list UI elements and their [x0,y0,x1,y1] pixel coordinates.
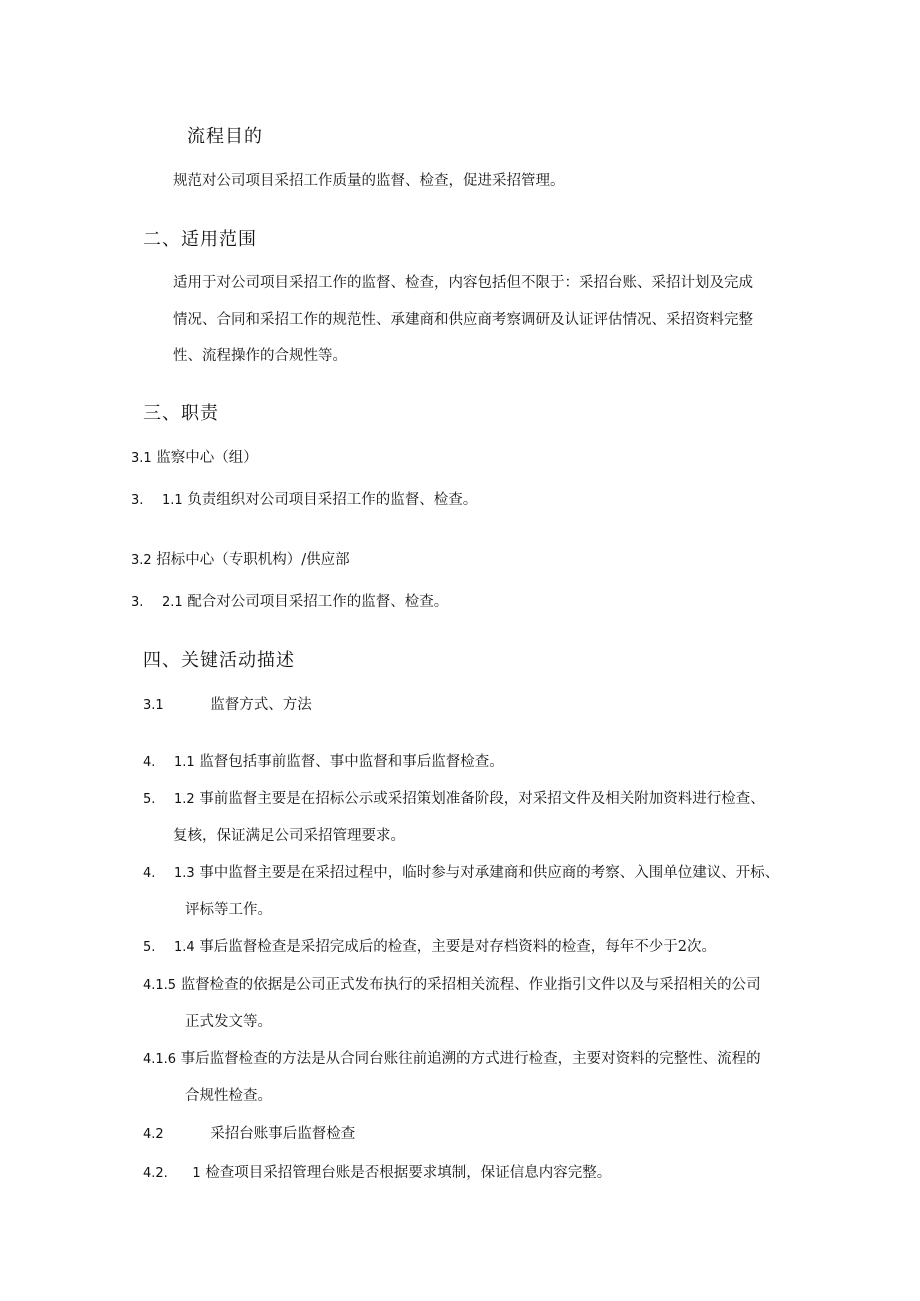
clause-4-1-4 [143,940,716,955]
clause-number: 3.2 [131,553,152,568]
clause-number: 3.1 [143,698,164,713]
clause-text: 采招台账事后监督检查 [210,1126,356,1142]
clause-4-2-1 [143,1166,611,1181]
clause-text: 事后监督检查的方法是从合同台账往前追溯的方式进行检查，主要对资料的完整性、流程的 [180,1051,761,1067]
clause-continuation: 正式发文等。 [185,1014,272,1030]
clause-continuation: 复核，保证满足公司采招管理要求。 [173,828,405,844]
clause-text: 监督检查的依据是公司正式发布执行的采招相关流程、作业指引文件以及与采招相关的公司 [180,977,761,993]
clause-3-1-1 [131,493,477,508]
clause-3-2-heading [131,553,350,568]
clause-number: 3. [131,493,144,508]
clause-number: 3.1 [131,451,152,466]
clause-4-1-3 [143,866,779,881]
clause-number: 5. [143,940,156,955]
clause-number: 4.1.6 [143,1052,177,1067]
section-2-line: 情况、合同和采招工作的规范性、承建商和供应商考察调研及认证评估情况、采招资料完整 [173,312,753,328]
clause-number: 3. [131,595,144,610]
section-2-line: 性、流程操作的合规性等。 [173,348,347,364]
clause-4-1-1 [143,755,504,770]
section-4-title: 四、关键活动描述 [143,650,295,671]
clause-text: 负责组织对公司项目采招工作的监督、检查。 [187,492,478,508]
clause-text: 检查项目采招管理台账是否根据要求填制，保证信息内容完整。 [205,1165,612,1181]
clause-subnumber: 1.1 [162,493,183,508]
clause-subnumber: 1.4 [174,940,195,955]
clause-heading [143,698,312,713]
clause-subnumber: 1.2 [174,792,195,807]
clause-text: 监督方式、方法 [210,697,312,713]
clause-text: 事后监督检查是采招完成后的检查，主要是对存档资料的检查，每年不少于2次。 [199,939,717,955]
section-3-title: 三、职责 [143,403,219,424]
clause-continuation: 评标等工作。 [185,902,272,918]
clause-4-1-6 [143,1052,761,1067]
section-1-body: 规范对公司项目采招工作质量的监督、检查，促进采招管理。 [173,173,565,189]
clause-4-2-heading [143,1127,355,1142]
clause-subnumber: 2.1 [162,595,183,610]
section-1-title: 流程目的 [187,126,263,147]
clause-subnumber: 1 [192,1166,201,1181]
section-2-title: 二、适用范围 [143,229,257,250]
section-2-line: 适用于对公司项目采招工作的监督、检查，内容包括但不限于：采招台账、采招计划及完成 [173,275,753,291]
clause-number: 4.1.5 [143,978,177,993]
clause-text: 配合对公司项目采招工作的监督、检查。 [187,594,449,610]
clause-3-1-heading [131,451,258,466]
clause-3-2-1 [131,595,448,610]
clause-4-1-5 [143,978,761,993]
clause-text: 监察中心（组） [156,450,258,466]
clause-text: 招标中心（专职机构）/供应部 [156,552,350,568]
clause-number: 4.2 [143,1127,164,1142]
clause-text: 事前监督主要是在招标公示或采招策划准备阶段，对采招文件及相关附加资料进行检查、 [199,791,765,807]
clause-continuation: 合规性检查。 [185,1088,272,1104]
clause-number: 5. [143,792,156,807]
clause-text: 监督包括事前监督、事中监督和事后监督检查。 [199,754,504,770]
clause-4-1-2 [143,792,765,807]
clause-subnumber: 1.3 [174,866,195,881]
clause-subnumber: 1.1 [174,755,195,770]
clause-number: 4.2. [143,1166,168,1181]
clause-number: 4. [143,866,156,881]
clause-text: 事中监督主要是在采招过程中，临时参与对承建商和供应商的考察、入围单位建议、开标、 [199,865,780,881]
clause-number: 4. [143,755,156,770]
